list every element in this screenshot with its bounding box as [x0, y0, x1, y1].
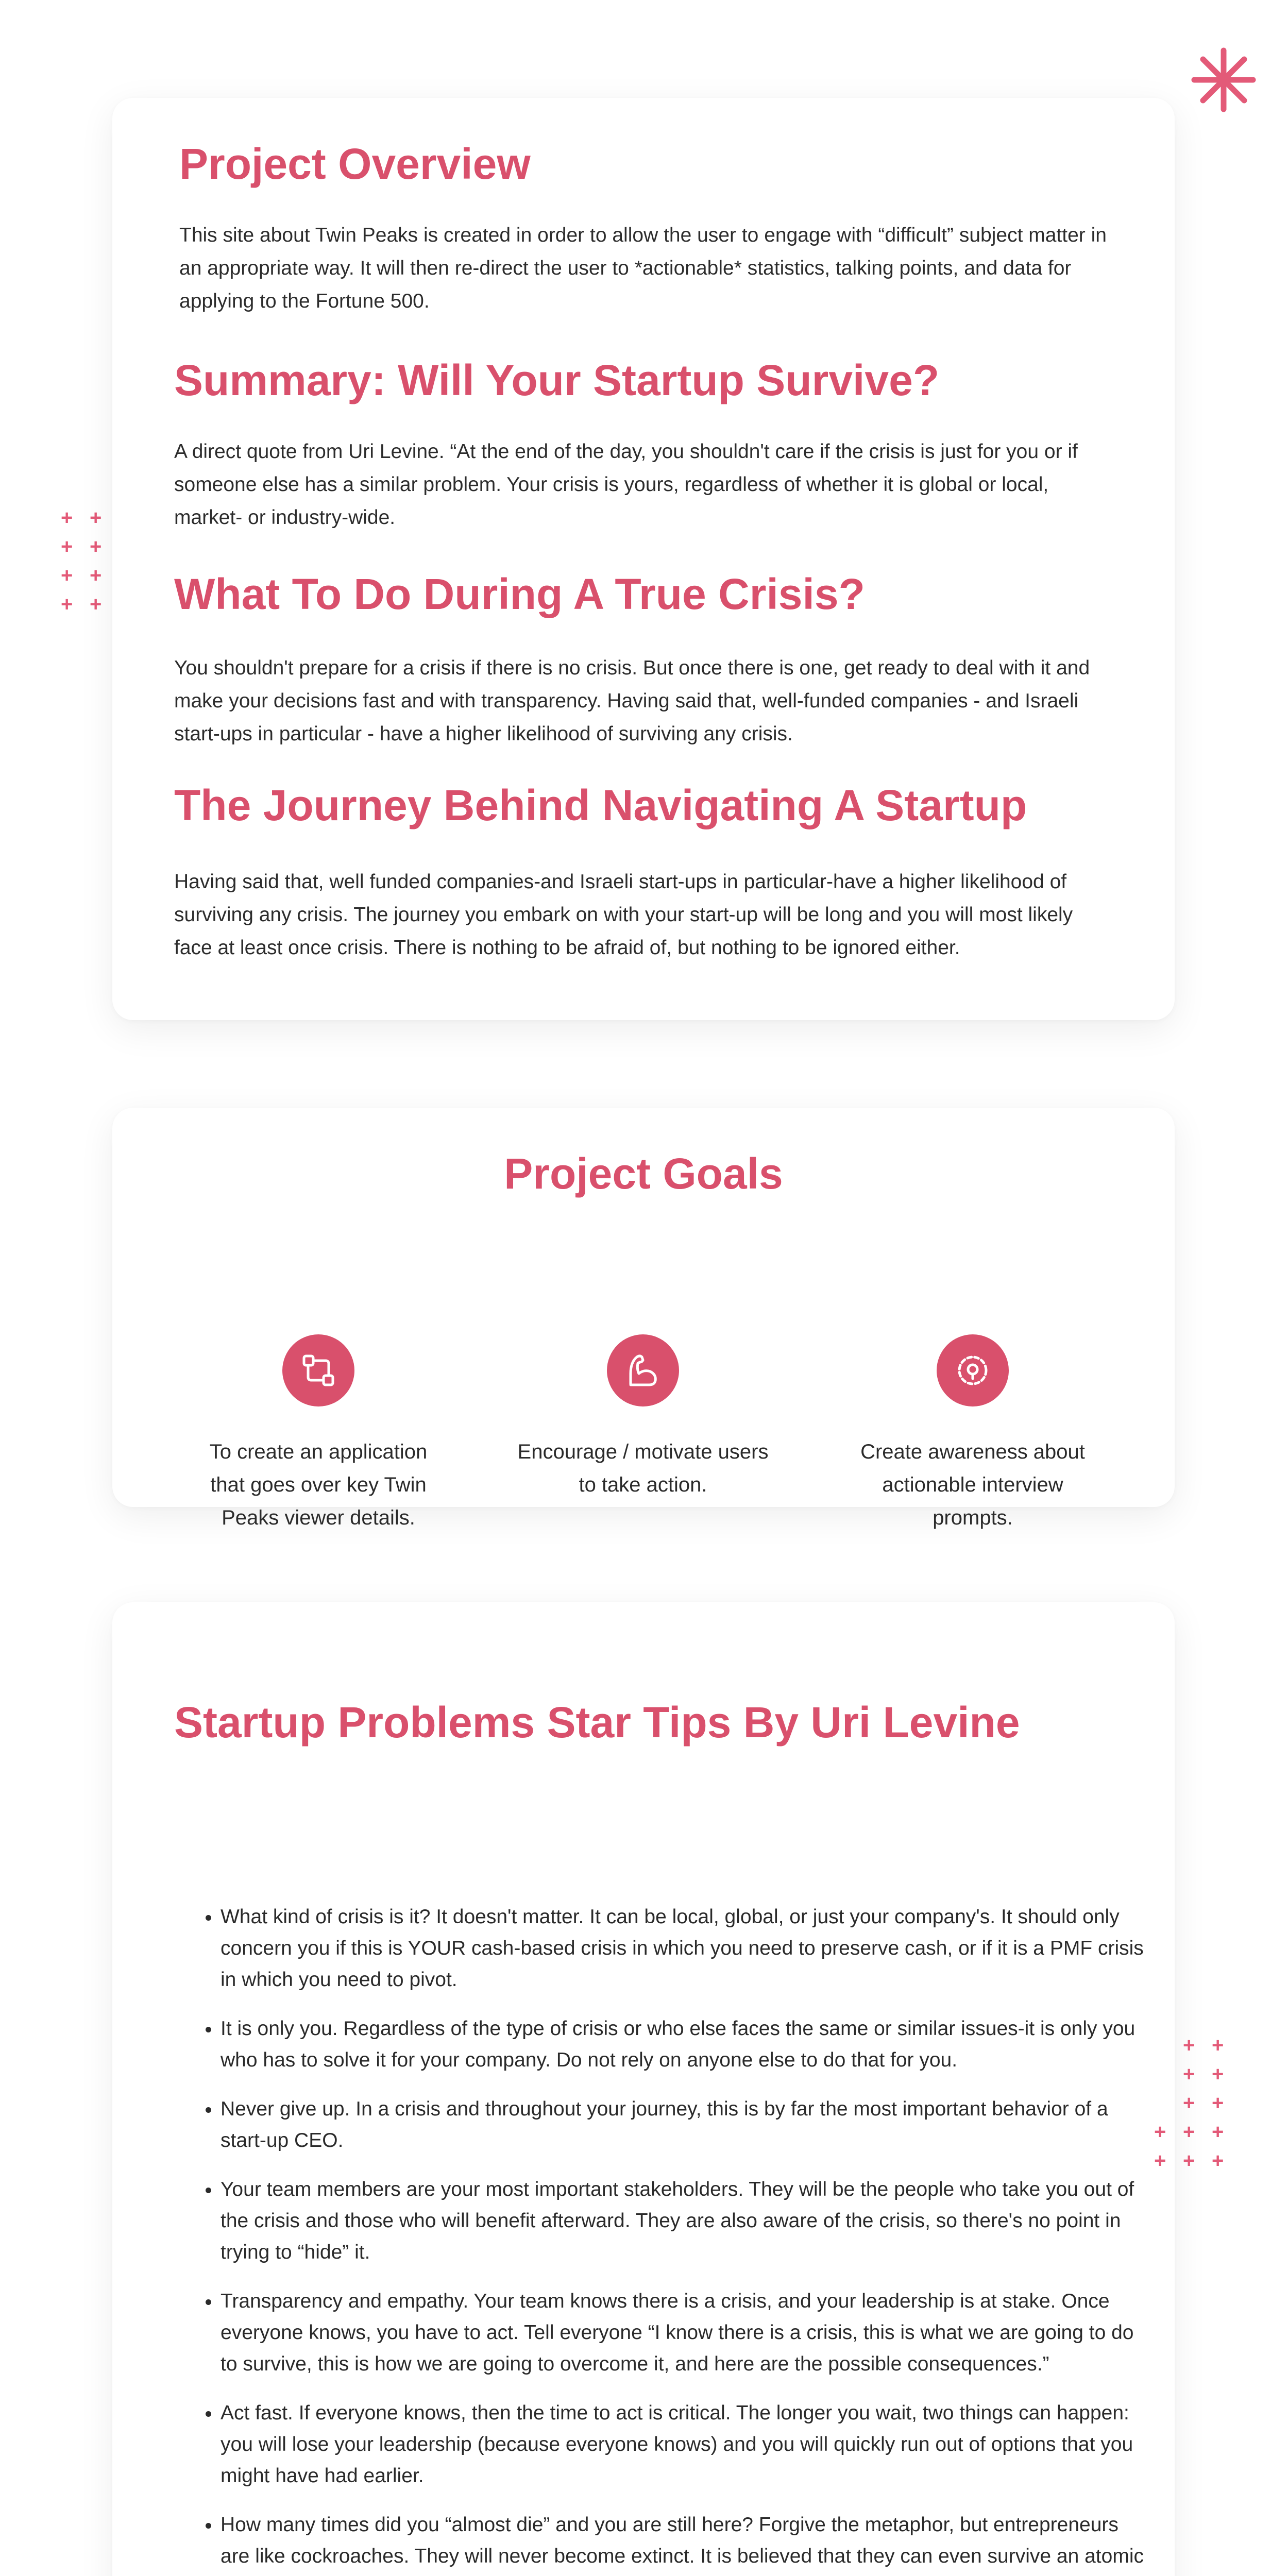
tip-item: • Your team members are your most important stakeholders. They will be the people who take you out of the crisis and those who will benefit afterward. They are also aware of the crisis, so there's no point in trying to “hide” it. [221, 2174, 1148, 2268]
goal-item [844, 1334, 1101, 1534]
journey-text: Having said that, well funded companies-and Israeli start-ups in particular-have a higher likelihood of surviving any crisis. The journey you embark on with your start-up will be long and you will most likely face at least once crisis. There is nothing to be afraid of, but nothing to be ignored either. [174, 871, 1073, 959]
goal-text: Create awareness about actionable interview prompts. [860, 1440, 1085, 1529]
goal-item [190, 1334, 447, 1534]
tips-card [112, 1602, 1175, 2576]
crisis-title: What To Do During A True Crisis? [174, 570, 865, 618]
goal-text: To create an application that goes over key Twin Peaks viewer details. [209, 1440, 428, 1529]
flexed-arm-icon [607, 1334, 679, 1406]
goals-title: Project Goals [504, 1149, 783, 1198]
tips-list [190, 1901, 1148, 2576]
tips-title: Startup Problems Star Tips By Uri Levine [174, 1698, 1020, 1747]
tip-item: • It is only you. Regardless of the type of crisis or who else faces the same or similar issues-it is only you who has to solve it for your company. Do not rely on anyone else to do that for you. [221, 2013, 1148, 2076]
summary-text: A direct quote from Uri Levine. “At the end of the day, you shouldn't care if the crisis is just for you or if someone else has a similar problem. Your crisis is yours, regardless of whether it is global or local, market- or industry-wide. [174, 440, 1078, 529]
tip-item: • Never give up. In a crisis and throughout your journey, this is by far the most important behavior of a start-up CEO. [221, 2093, 1148, 2156]
goals-card [112, 1108, 1175, 1529]
star-decoration-icon [1190, 46, 1257, 113]
tip-item: • Act fast. If everyone knows, then the time to act is critical. The longer you wait, two things can happen: you will lose your leadership (because everyone knows) and you will quickly run out of options that you might have had earlier. [221, 2397, 1148, 2492]
tip-item: • What kind of crisis is it? It doesn't matter. It can be local, global, or just your company's. It should only concern you if this is YOUR cash-based crisis in which you need to preserve cash, or if it is a PMF crisis in which you need to pivot. [221, 1901, 1148, 1995]
tip-item: • How many times did you “almost die” and you are still here? Forgive the metaphor, but entrepreneurs are like cockroaches. They will never become extinct. It is believed that they can even survive an atomic [221, 2509, 1148, 2576]
crisis-text: You shouldn't prepare for a crisis if there is no crisis. But once there is one, get ready to deal with it and make your decisions fast and with transparency. Having said that, well-funded companies - and Israeli start-ups in particular - have a higher likelihood of surviving any crisis. [174, 657, 1090, 745]
overview-card [112, 98, 1175, 1020]
overview-title: Project Overview [179, 140, 531, 188]
goal-text: Encourage / motivate users to take action. [517, 1440, 769, 1496]
goal-item [514, 1334, 772, 1501]
awareness-badge-icon [937, 1334, 1009, 1406]
workflow-icon [282, 1334, 354, 1406]
summary-title: Summary: Will Your Startup Survive? [174, 356, 940, 404]
tip-item: • Transparency and empathy. Your team knows there is a crisis, and your leadership is at stake. Once everyone knows, you have to act. Tell everyone “I know there is a crisis, this is what we are going to do to survive, this is how we are going to overcome it, and here are the possible consequences.” [221, 2285, 1148, 2380]
overview-text: This site about Twin Peaks is created in order to allow the user to engage with “difficult” subject matter in an appropriate way. It will then re-direct the user to *actionable* statistics, talking points, and data for applying to the Fortune 500. [179, 224, 1107, 312]
journey-title: The Journey Behind Navigating A Startup [174, 781, 1027, 829]
